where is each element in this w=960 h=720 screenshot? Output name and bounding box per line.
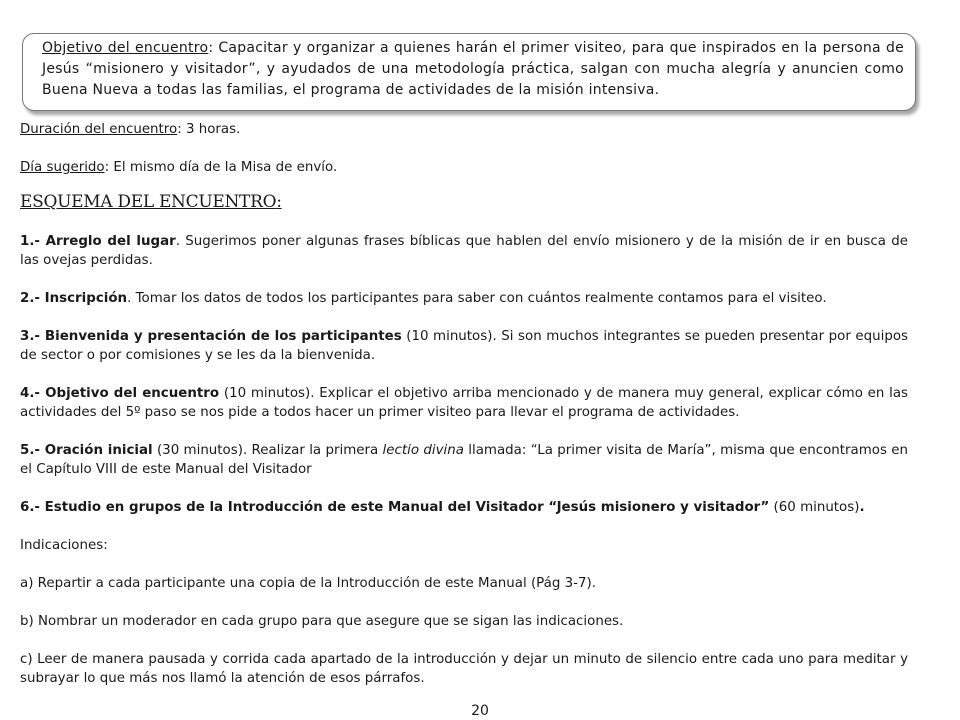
suggested-day-label: Día sugerido (20, 160, 105, 175)
indication-c: c) Leer de manera pausada y corrida cada apartado de la introducción y dejar un minuto de silencio entre cada uno para meditar y subrayar lo que más nos llamó la atención de esos párrafos. (20, 652, 908, 686)
list-item: 1.- Arreglo del lugar. Sugerimos poner algunas frases bíblicas que hablen del envío misionero y de la misión de ir en busca de las ovejas perdidas. (20, 234, 908, 268)
objective-text: : Capacitar y organizar a quienes harán el primer visiteo, para que inspirados en la persona de Jesús “misionero y visitador”, y ayudados de una metodología práctica, salgan con mucha alegría y anuncien como Buena Nueva a todas las familias, el programa de actividades de la misión intensiva. (42, 40, 904, 98)
duration-text: : 3 horas. (177, 122, 241, 137)
list-item: 3.- Bienvenida y presentación de los participantes (10 minutos). Si son muchos integrantes se pueden presentar por equipos de sector o por comisiones y se les da la bienvenida. (20, 329, 908, 363)
list-item: 2.- Inscripción. Tomar los datos de todos los participantes para saber con cuántos realmente contamos para el visiteo. (20, 291, 827, 306)
duration-label: Duración del encuentro (20, 122, 178, 137)
objective-label: Objetivo del encuentro (42, 40, 209, 56)
objective-box (22, 33, 916, 111)
indications-label: Indicaciones: (20, 538, 108, 553)
list-item: 5.- Oración inicial (30 minutos). Realizar la primera lectio divina llamada: “La primer visita de María”, misma que encontramos en el Capítulo VIII de este Manual del Visitador (20, 443, 908, 477)
page-number: 20 (471, 703, 489, 719)
suggested-day-text: : El mismo día de la Misa de envío. (104, 160, 338, 175)
section-heading: ESQUEMA DEL ENCUENTRO: (20, 192, 282, 212)
indication-b: b) Nombrar un moderador en cada grupo para que asegure que se sigan las indicaciones. (20, 614, 624, 629)
list-item: 4.- Objetivo del encuentro (10 minutos). Explicar el objetivo arriba mencionado y de manera muy general, explicar cómo en las actividades del 5º paso se nos pide a todos hacer un primer visiteo para llevar el programa de actividades. (20, 386, 908, 420)
duration-line (20, 120, 908, 139)
document-body (20, 120, 908, 688)
list-item: 6.- Estudio en grupos de la Introducción de este Manual del Visitador “Jesús misionero y visitador” (60 minutos). (20, 500, 865, 515)
indication-a: a) Repartir a cada participante una copia de la Introducción de este Manual (Pág 3-7). (20, 576, 596, 591)
suggested-day-line (20, 158, 908, 177)
